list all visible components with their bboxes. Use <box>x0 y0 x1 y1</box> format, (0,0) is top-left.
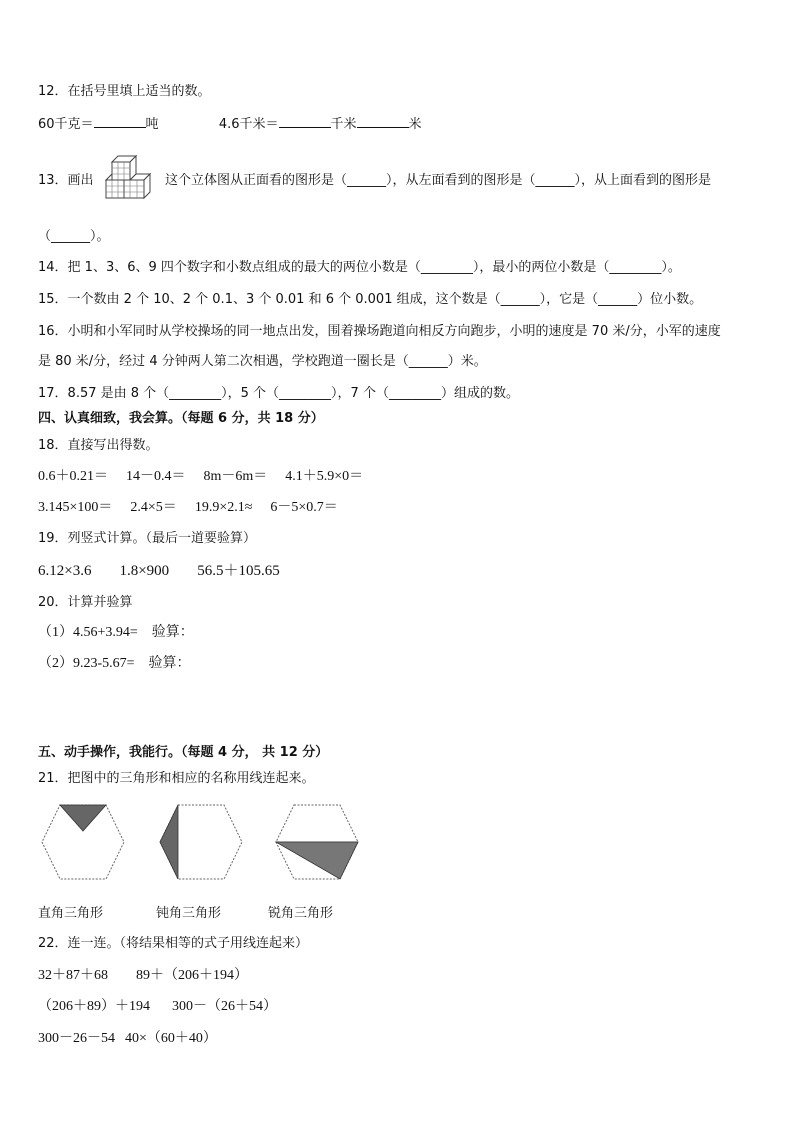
q16-line2: 是 80 米/分，经过 4 分钟两人第二次相遇，学校跑道一圈长是（______）米。 <box>38 354 487 369</box>
q19-item1: 6.12×3.6 <box>38 563 92 579</box>
q13-continued: （______）。 <box>38 229 110 244</box>
q18-row2 <box>38 499 338 517</box>
q21-label-right-triangle: 直角三角形 <box>38 906 104 921</box>
q12-b-unit2: 米 <box>408 117 422 132</box>
q22-r2-left: （206＋89）＋194 <box>38 999 150 1014</box>
q18-r1-item4: 4.1＋5.9×0＝ <box>285 469 364 484</box>
q20-part1: （1）4.56+3.94= 验算： <box>38 625 194 640</box>
q16-line1: 16．小明和小军同时从学校操场的同一地点出发，围着操场跑道向相反方向跑步，小明的速度是 70 米/分，小军的速度 <box>38 324 721 339</box>
q19-title: 19．列竖式计算。（最后一道要验算） <box>38 531 257 546</box>
q22-row2 <box>38 998 277 1016</box>
q22-title: 22．连一连。（将结果相等的式子用线连起来） <box>38 936 309 951</box>
q18-r2-item2: 2.4×5＝ <box>130 500 177 515</box>
q15-text: 15．一个数由 2 个 10、2 个 0.1、3 个 0.01 和 6 个 0.001 组成，这个数是（______），它是（______）位小数。 <box>38 292 703 307</box>
q22-r3-right: 40×（60＋40） <box>125 1031 217 1046</box>
q21-label-obtuse-triangle: 钝角三角形 <box>156 906 222 921</box>
q22-row1 <box>38 967 248 985</box>
q21-label-acute-triangle: 锐角三角形 <box>268 906 334 921</box>
q12-a-unit: 吨 <box>145 117 159 132</box>
q12-b-unit1: 千米 <box>330 117 357 132</box>
q20-title: 20．计算并验算 <box>38 595 133 610</box>
q22-row3 <box>38 1030 217 1048</box>
q14-text: 14．把 1、3、6、9 四个数字和小数点组成的最大的两位小数是（________），最小的两位小数是（________）。 <box>38 260 681 275</box>
hexagon-figure-2 <box>156 803 246 881</box>
q19-item2: 1.8×900 <box>119 563 170 579</box>
q22-r3-left: 300－26－54 <box>38 1031 115 1046</box>
q12-a-blank[interactable] <box>94 115 146 128</box>
q21-title: 21．把图中的三角形和相应的名称用线连起来。 <box>38 771 315 786</box>
q22-r1-left: 32＋87＋68 <box>38 968 108 983</box>
q19-items <box>38 562 280 580</box>
q18-r1-item2: 14－0.4＝ <box>126 469 186 484</box>
q18-r2-item4: 6－5×0.7＝ <box>270 500 338 515</box>
q22-r1-right: 89＋（206＋194） <box>136 968 248 983</box>
q12-title: 12．在括号里填上适当的数。 <box>38 84 211 99</box>
q22-r2-right: 300－（26＋54） <box>172 999 277 1014</box>
q12-b-prefix: 4.6千米＝ <box>218 117 279 132</box>
q12-b-blank1[interactable] <box>279 115 331 128</box>
q13-prefix: 13．画出 <box>38 173 94 188</box>
section-4-heading: 四、认真细致，我会算。（每题 6 分，共 18 分） <box>38 411 324 426</box>
q17-text: 17．8.57 是由 8 个（________），5 个（________），7 个（________）组成的数。 <box>38 386 519 401</box>
section-5-heading: 五、动手操作，我能行。（每题 4 分， 共 12 分） <box>38 745 329 760</box>
q12-b-blank2[interactable] <box>357 115 409 128</box>
cube-stack-figure <box>100 152 156 210</box>
q19-item3: 56.5＋105.65 <box>197 563 280 579</box>
hexagon-figure-1 <box>38 803 128 881</box>
q18-r1-item1: 0.6＋0.21＝ <box>38 469 108 484</box>
q18-row1 <box>38 468 363 486</box>
q18-r1-item3: 8m－6m＝ <box>203 469 268 484</box>
q12-answers <box>38 115 422 134</box>
q20-part2: （2）9.23-5.67= 验算： <box>38 656 191 671</box>
hexagon-figure-3 <box>272 803 362 881</box>
q18-r2-item3: 19.9×2.1≈ <box>194 500 253 515</box>
q18-r2-item1: 3.145×100＝ <box>38 500 113 515</box>
q18-title: 18．直接写出得数。 <box>38 438 159 453</box>
q12-a-prefix: 60千克＝ <box>38 117 94 132</box>
q13-text: 这个立体图从正面看的图形是（______），从左面看到的图形是（______），从上面看到的图形是 <box>165 173 712 188</box>
